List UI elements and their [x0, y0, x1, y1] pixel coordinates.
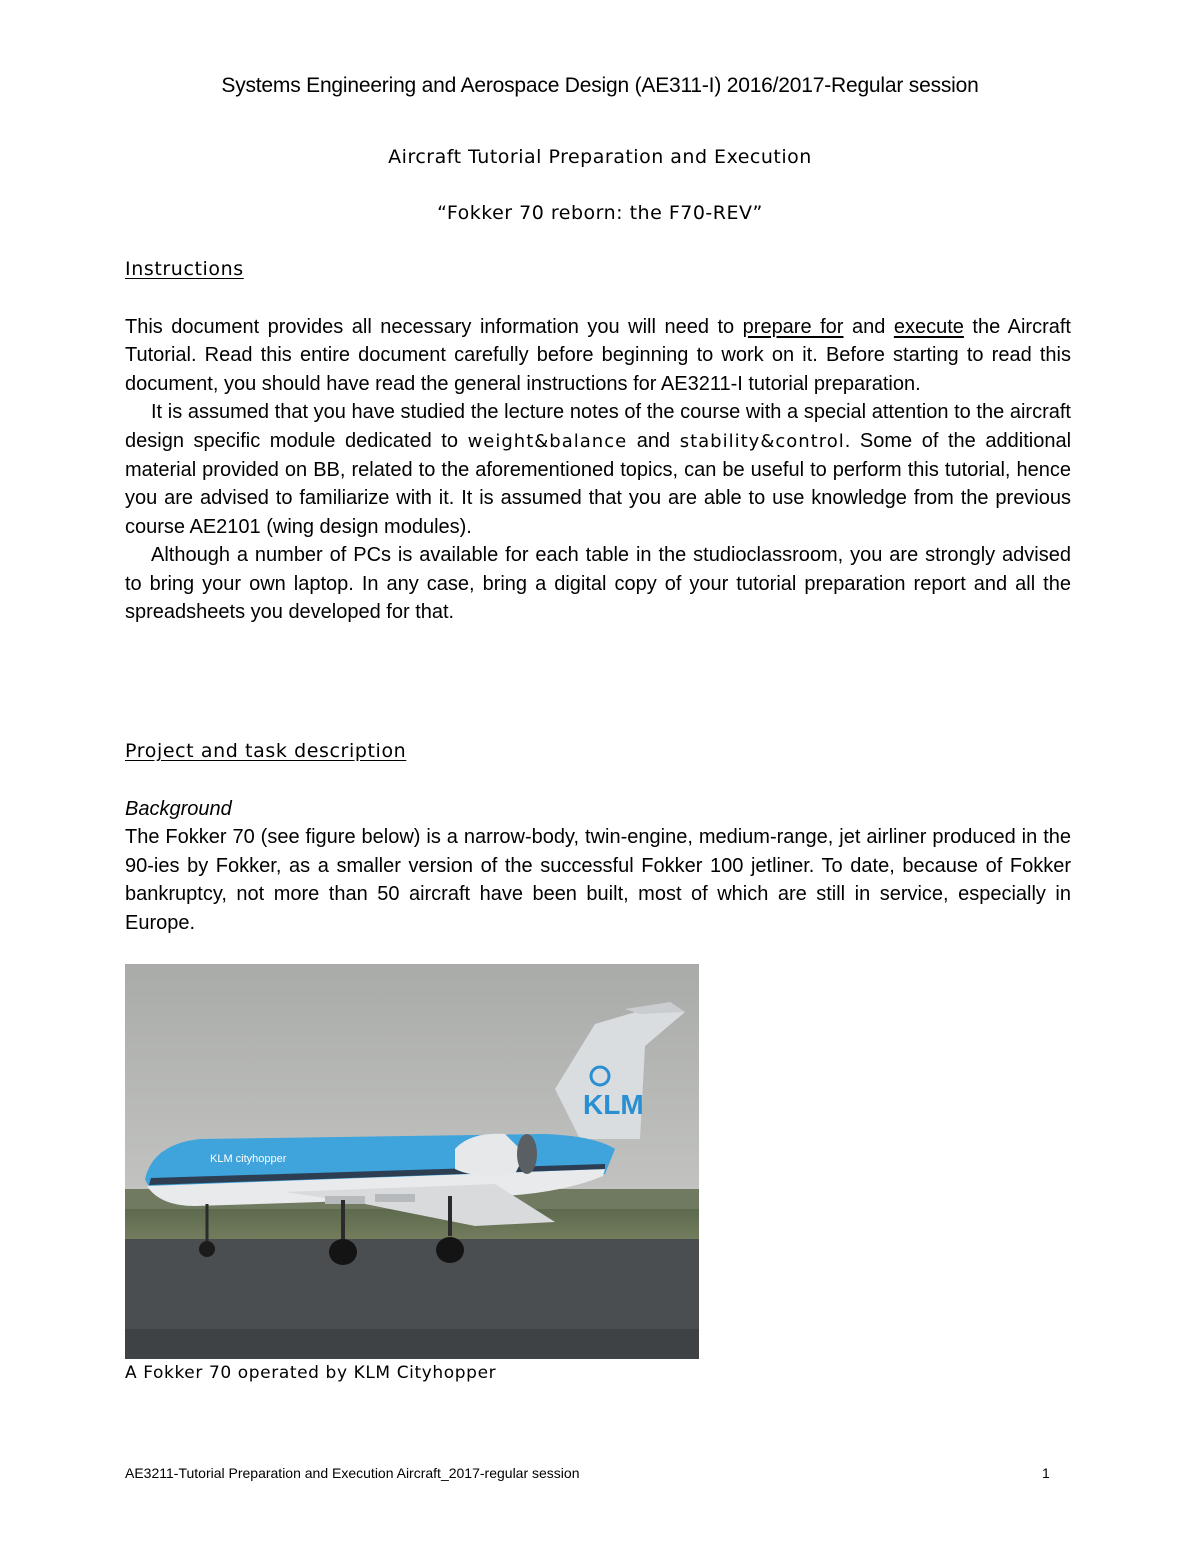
runway-edge — [125, 1329, 699, 1359]
instructions-body — [125, 313, 1071, 626]
figure-caption: A Fokker 70 operated by KLM Cityhopper — [125, 1363, 497, 1383]
document-title: Aircraft Tutorial Preparation and Execution — [388, 146, 812, 168]
course-header: Systems Engineering and Aerospace Design (AE311-I) 2016/2017-Regular session — [221, 74, 979, 97]
nose-wheel — [199, 1241, 215, 1257]
fuselage-lettering: KLM cityhopper — [210, 1153, 287, 1165]
stability-control-term: stability&control — [679, 430, 845, 452]
p1-text-c: the Aircraft Tutorial. Read this entire document carefully before beginning to work on it. Before starting to read this document, you should have read the general instructions for AE3211-I tutorial preparation. — [125, 316, 1071, 395]
instructions-heading: Instructions — [125, 258, 244, 280]
fokker-70-illustration — [125, 964, 699, 1359]
project-heading: Project and task description — [125, 740, 407, 762]
instructions-paragraph-1 — [125, 313, 1071, 398]
page-number: 1 — [1042, 1465, 1050, 1481]
engine-intake — [517, 1134, 537, 1174]
main-wheel-right — [436, 1237, 464, 1263]
weight-balance-term: weight&balance — [467, 430, 628, 452]
p1-text-a: This document provides all necessary information you will need to — [125, 316, 743, 338]
background-paragraph: The Fokker 70 (see figure below) is a narrow-body, twin-engine, medium-range, jet airliner produced in the 90-ies by Fokker, as a smaller version of the successful Fokker 100 jetliner. To date, because of Fokker bankruptcy, not more than 50 aircraft have been built, most of which are still in service, especially in Europe. — [125, 826, 1071, 934]
wing-flap-2 — [375, 1194, 415, 1202]
prepare-for-emphasis: prepare for — [742, 316, 844, 338]
document-subtitle: “Fokker 70 reborn: the F70-REV” — [437, 202, 763, 224]
p2-text-b: and — [627, 429, 680, 452]
instructions-paragraph-2 — [125, 398, 1071, 541]
background-section — [125, 795, 1071, 937]
aircraft-photo — [125, 964, 699, 1359]
main-wheel-left — [329, 1239, 357, 1265]
tail-logo-text: KLM — [583, 1089, 644, 1120]
execute-emphasis: execute — [893, 316, 964, 338]
footer-text: AE3211-Tutorial Preparation and Execution Aircraft_2017-regular session — [125, 1465, 580, 1481]
p2-text-a: It is assumed that you have studied the lecture notes of the course with a special attention to the aircraft design specific module dedicated to — [125, 401, 1071, 452]
p2-text-c: . Some of the additional material provided on BB, related to the aforementioned topics, can be useful to perform this tutorial, hence you are advised to familiarize with it. It is assumed that you are able to use knowledge from the previous course AE2101 (wing design modules). — [125, 429, 1072, 538]
p1-text-b: and — [843, 316, 894, 338]
background-subheading: Background — [125, 798, 232, 820]
instructions-paragraph-3: Although a number of PCs is available for each table in the studioclassroom, you are strongly advised to bring your own laptop. In any case, bring a digital copy of your tutorial preparation report and all the spreadsheets you developed for that. — [125, 544, 1071, 624]
